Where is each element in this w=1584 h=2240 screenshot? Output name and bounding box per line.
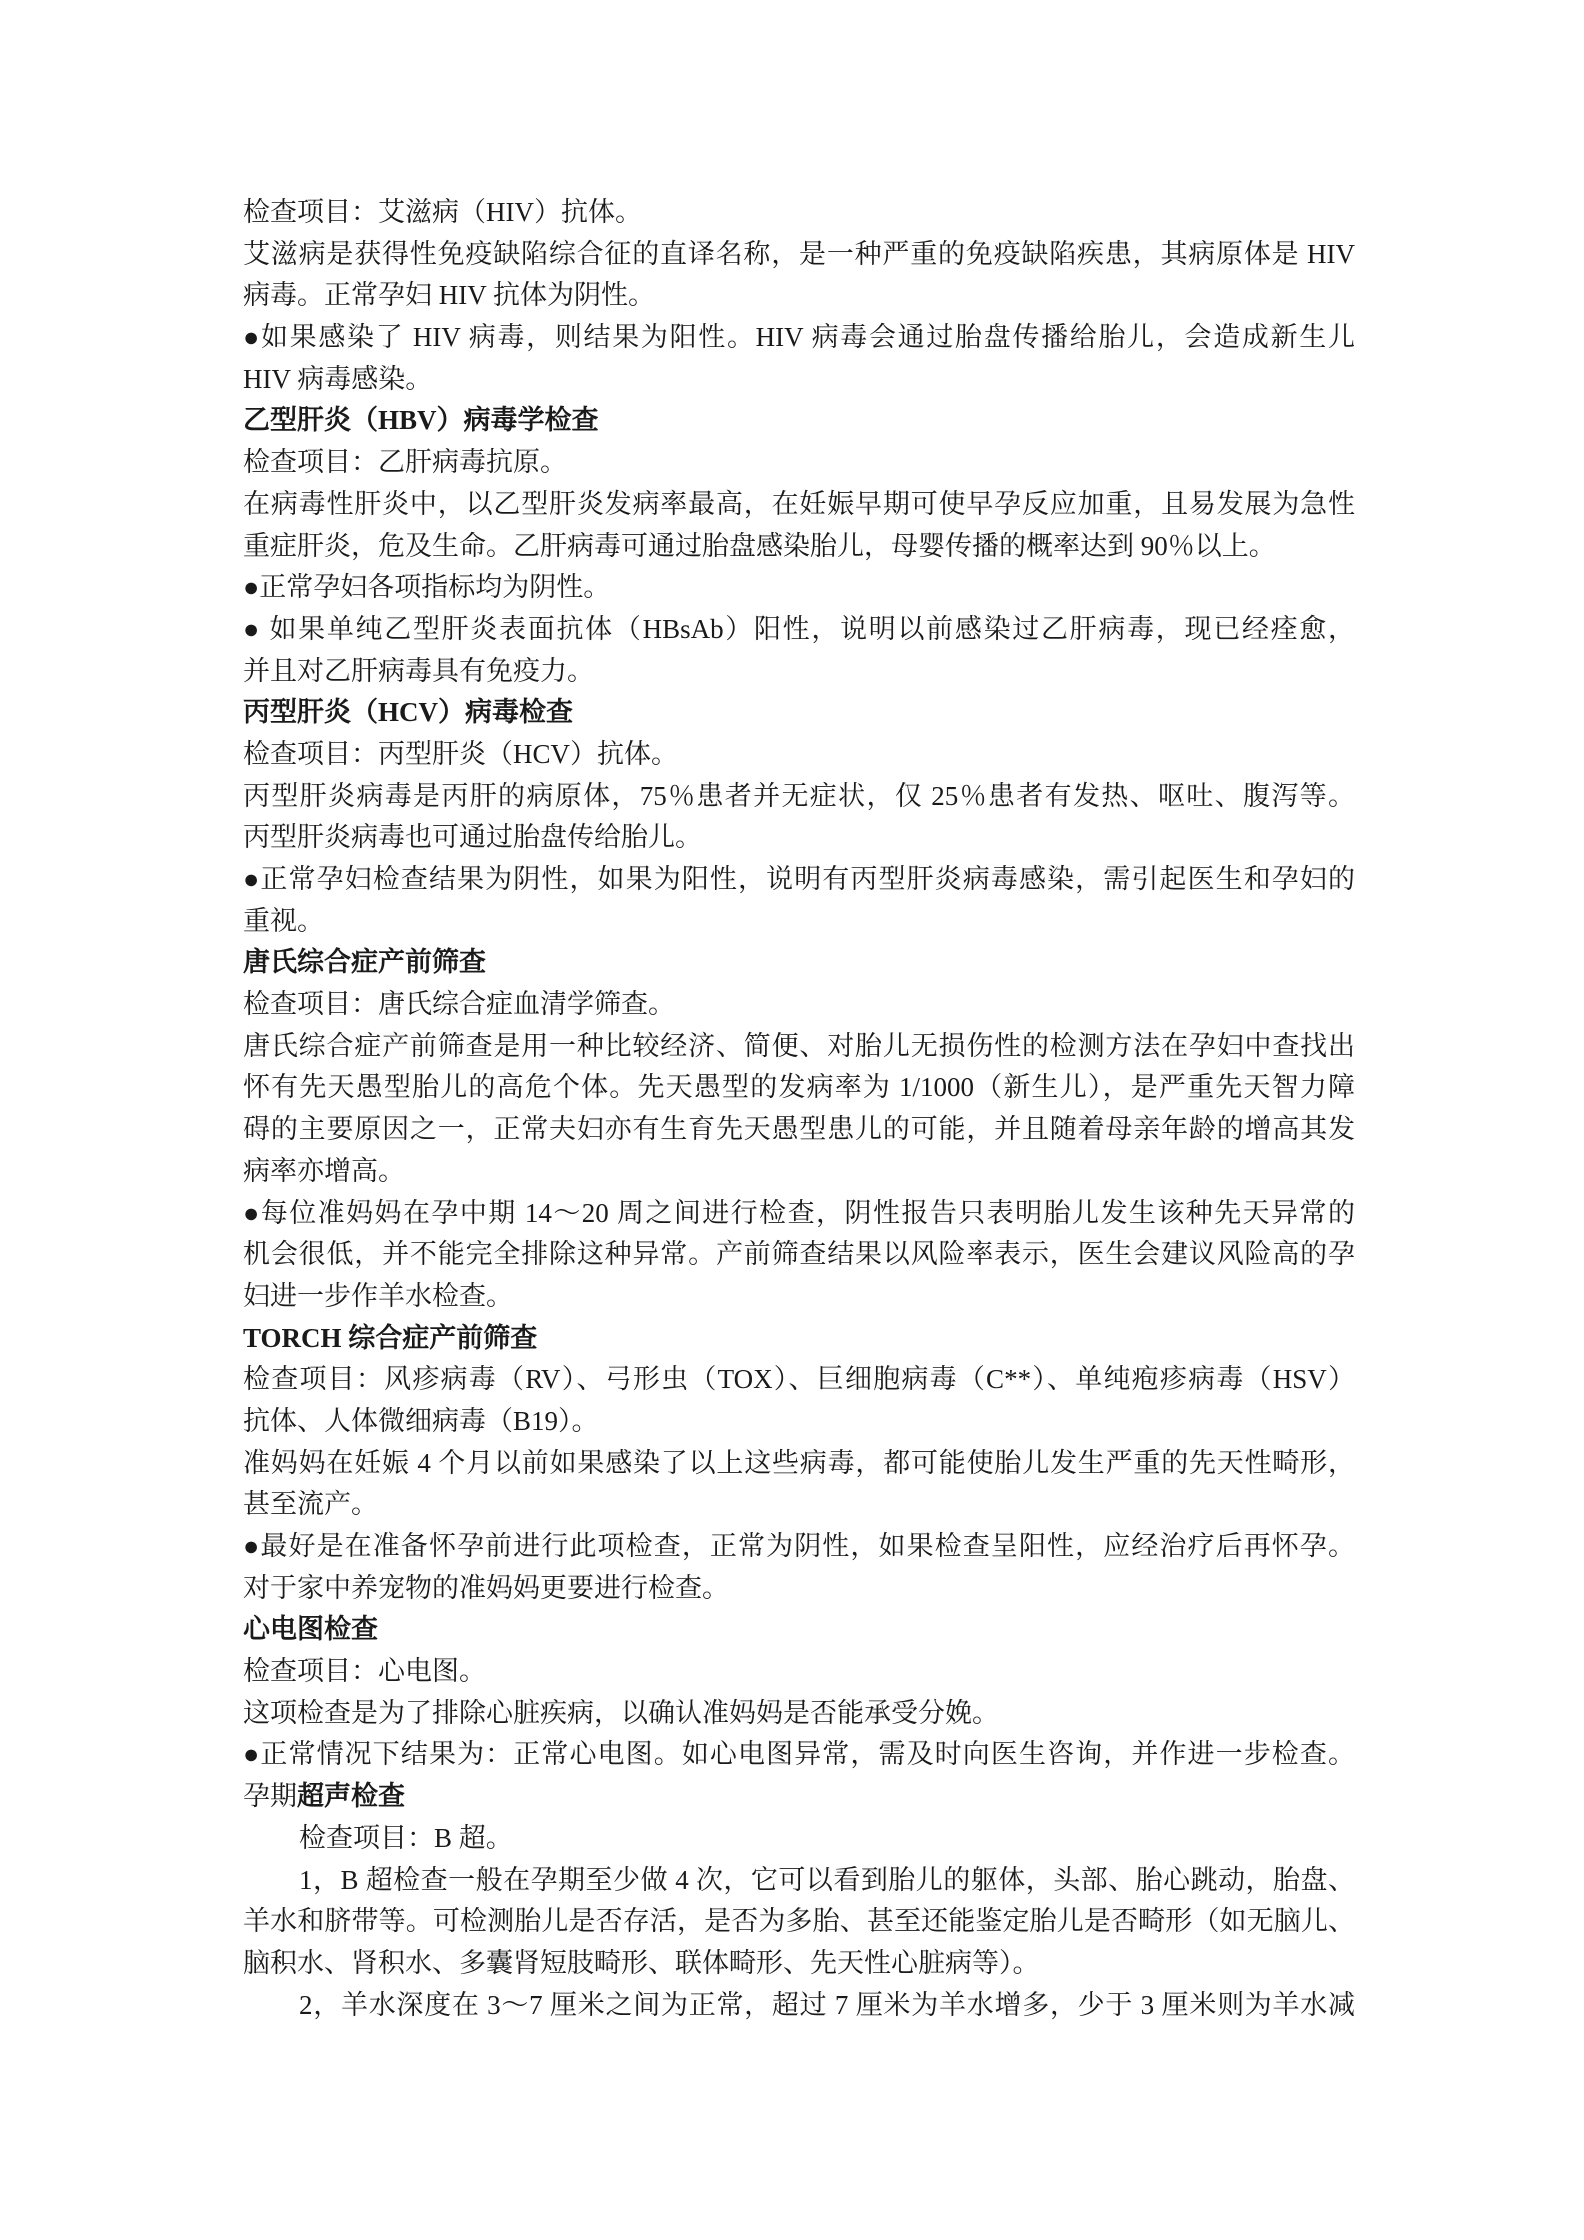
line-text: 病率亦增高。 — [243, 1155, 405, 1186]
text-line — [243, 234, 1355, 276]
line-text: 孕期 — [243, 1781, 297, 1812]
text-line — [243, 1985, 1355, 2027]
line-text: 唐氏综合症产前筛查 — [243, 947, 486, 978]
section-heading — [243, 942, 1355, 984]
line-text: 检查项目：艾滋病（HIV）抗体。 — [243, 197, 642, 227]
line-text: 准妈妈在妊娠 4 个月以前如果感染了以上这些病毒，都可能使胎儿发生严重的先天性畸形， — [243, 1447, 1355, 1478]
line-text: ●每位准妈妈在孕中期 14～20 周之间进行检查，阴性报告只表明胎儿发生该种先天异常的 — [243, 1197, 1355, 1228]
section-heading — [243, 400, 1355, 442]
text-line — [243, 1401, 1355, 1443]
text-line — [243, 901, 1355, 943]
text-line — [243, 1526, 1355, 1568]
text-line — [243, 1193, 1355, 1235]
line-text: 检查项目：乙肝病毒抗原。 — [243, 447, 567, 478]
text-line — [243, 651, 1355, 693]
line-text: TORCH 综合症产前筛查 — [243, 1322, 538, 1353]
line-text: 抗体、人体微细病毒（B19）。 — [243, 1405, 599, 1436]
text-line — [243, 1484, 1355, 1526]
heading-bold-text: 超声检查 — [297, 1781, 405, 1812]
line-text: 妇进一步作羊水检查。 — [243, 1280, 513, 1311]
text-line — [243, 359, 1355, 401]
line-text: 重症肝炎，危及生命。乙肝病毒可通过胎盘感染胎儿，母婴传播的概率达到 90％以上。 — [243, 530, 1276, 561]
line-text: 并且对乙肝病毒具有免疫力。 — [243, 655, 594, 686]
text-line — [243, 484, 1355, 526]
line-text: 对于家中养宠物的准妈妈更要进行检查。 — [243, 1572, 729, 1603]
text-line — [243, 817, 1355, 859]
text-line — [243, 1693, 1355, 1735]
text-line — [243, 1234, 1355, 1276]
line-text: 碍的主要原因之一，正常夫妇亦有生育先天愚型患儿的可能，并且随着母亲年龄的增高其发 — [243, 1114, 1355, 1145]
text-line — [243, 1151, 1355, 1193]
line-text: 检查项目：B 超。 — [299, 1822, 513, 1853]
line-text: 检查项目：风疹病毒（RV）、弓形虫（TOX）、巨细胞病毒（C**）、单纯疱疹病毒（HSV） — [243, 1364, 1355, 1395]
text-line — [243, 317, 1355, 359]
text-line — [243, 192, 1355, 234]
line-text: 丙型肝炎病毒也可通过胎盘传给胎儿。 — [243, 822, 702, 853]
text-line — [243, 1943, 1355, 1985]
line-text: 机会很低，并不能完全排除这种异常。产前筛查结果以风险率表示，医生会建议风险高的孕 — [243, 1239, 1355, 1270]
line-text: 丙型肝炎（HCV）病毒检查 — [243, 697, 573, 728]
line-text: 脑积水、肾积水、多囊肾短肢畸形、联体畸形、先天性心脏病等）。 — [243, 1947, 1040, 1978]
text-line — [243, 1067, 1355, 1109]
text-line — [243, 1818, 1355, 1860]
line-text: 心电图检查 — [243, 1614, 378, 1645]
line-text: 在病毒性肝炎中，以乙型肝炎发病率最高，在妊娠早期可使早孕反应加重，且易发展为急性 — [243, 488, 1355, 519]
section-heading — [243, 1776, 1355, 1818]
text-line — [243, 1860, 1355, 1902]
text-line — [243, 1901, 1355, 1943]
line-text: 1，B 超检查一般在孕期至少做 4 次，它可以看到胎儿的躯体，头部、胎心跳动，胎盘、 — [299, 1864, 1355, 1895]
section-heading — [243, 1609, 1355, 1651]
text-line — [243, 609, 1355, 651]
line-text: 2，羊水深度在 3～7 厘米之间为正常，超过 7 厘米为羊水增多，少于 3 厘米则为羊水减 — [299, 1989, 1355, 2020]
line-text: 甚至流产。 — [243, 1489, 378, 1520]
line-text: ●最好是在准备怀孕前进行此项检查，正常为阴性，如果检查呈阳性，应经治疗后再怀孕。 — [243, 1531, 1355, 1561]
text-line — [243, 526, 1355, 568]
text-line — [243, 1568, 1355, 1610]
line-text: 病毒。正常孕妇 HIV 抗体为阴性。 — [243, 280, 655, 311]
line-text: 丙型肝炎病毒是丙肝的病原体，75％患者并无症状，仅 25％患者有发热、呕吐、腹泻等。 — [243, 780, 1355, 811]
text-line — [243, 1026, 1355, 1068]
line-text: ●正常孕妇各项指标均为阴性。 — [243, 572, 611, 603]
line-text: 重视。 — [243, 905, 324, 936]
line-text: 这项检查是为了排除心脏疾病，以确认准妈妈是否能承受分娩。 — [243, 1697, 999, 1728]
line-text: 唐氏综合症产前筛查是用一种比较经济、简便、对胎儿无损伤性的检测方法在孕妇中查找出 — [243, 1030, 1355, 1061]
line-text: ●正常孕妇检查结果为阴性，如果为阳性，说明有丙型肝炎病毒感染，需引起医生和孕妇的 — [243, 864, 1355, 894]
line-text: 乙型肝炎（HBV）病毒学检查 — [243, 405, 599, 436]
text-line — [243, 1651, 1355, 1693]
text-line — [243, 442, 1355, 484]
section-heading — [243, 692, 1355, 734]
text-line — [243, 734, 1355, 776]
line-text: 怀有先天愚型胎儿的高危个体。先天愚型的发病率为 1/1000（新生儿），是严重先天智力障 — [243, 1072, 1355, 1103]
text-line — [243, 567, 1355, 609]
text-line — [243, 859, 1355, 901]
text-line — [243, 1109, 1355, 1151]
document-body — [243, 192, 1355, 2026]
text-line — [243, 776, 1355, 818]
line-text: 检查项目：心电图。 — [243, 1656, 486, 1687]
line-text: ●如果感染了 HIV 病毒，则结果为阳性。HIV 病毒会通过胎盘传播给胎儿，会造成新生儿 — [243, 322, 1355, 353]
section-heading — [243, 1318, 1355, 1360]
line-text: 艾滋病是获得性免疫缺陷综合征的直译名称，是一种严重的免疫缺陷疾患，其病原体是 HIV — [243, 238, 1355, 269]
text-line — [243, 1276, 1355, 1318]
line-text: ● 如果单纯乙型肝炎表面抗体（HBsAb）阳性，说明以前感染过乙肝病毒，现已经痊愈， — [243, 613, 1355, 644]
text-line — [243, 1443, 1355, 1485]
line-text: 检查项目：丙型肝炎（HCV）抗体。 — [243, 738, 679, 769]
text-line — [243, 275, 1355, 317]
line-text: HIV 病毒感染。 — [243, 363, 433, 394]
text-line — [243, 984, 1355, 1026]
line-text: 检查项目：唐氏综合症血清学筛查。 — [243, 989, 675, 1020]
text-line — [243, 1734, 1355, 1776]
line-text: ●正常情况下结果为：正常心电图。如心电图异常，需及时向医生咨询，并作进一步检查。 — [243, 1739, 1355, 1770]
line-text: 羊水和脐带等。可检测胎儿是否存活，是否为多胎、甚至还能鉴定胎儿是否畸形（如无脑儿、 — [243, 1906, 1355, 1937]
text-line — [243, 1359, 1355, 1401]
